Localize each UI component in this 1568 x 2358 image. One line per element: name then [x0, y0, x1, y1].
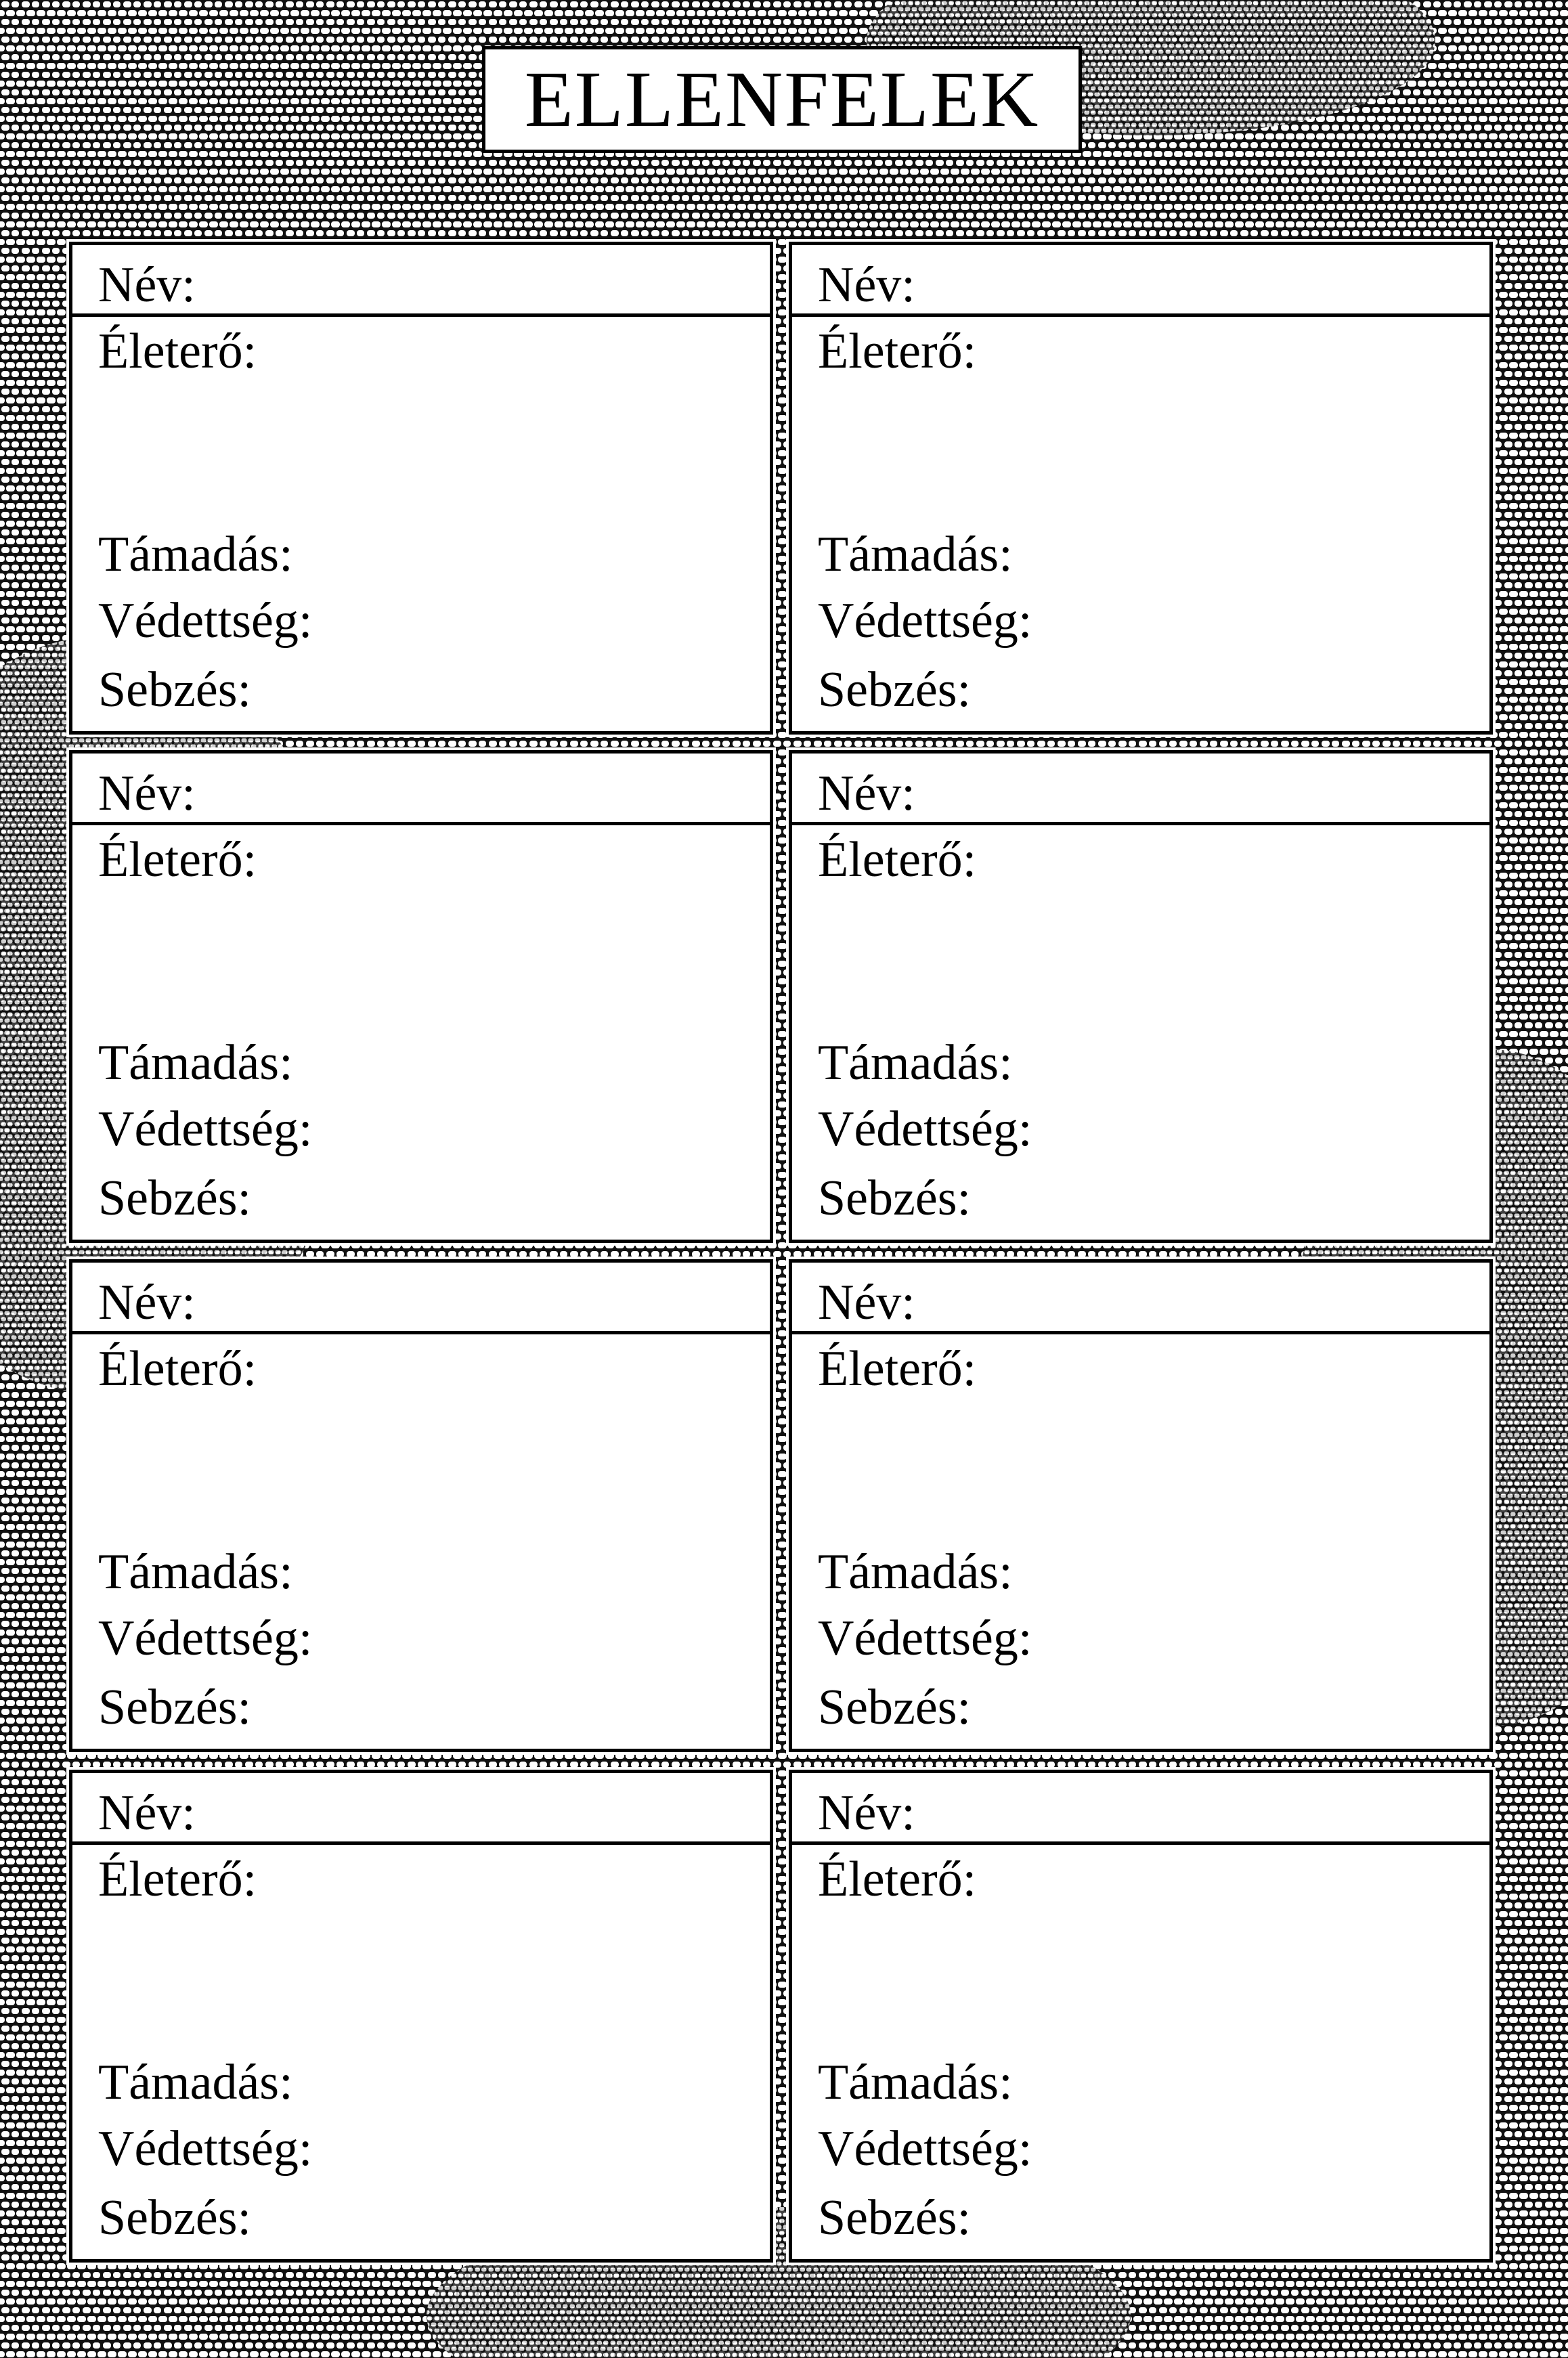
- damage-label: Sebzés:: [98, 662, 252, 718]
- enemy-card-2: [789, 242, 1493, 735]
- enemy-card-6: [789, 1259, 1493, 1752]
- name-label: Név:: [818, 1275, 915, 1330]
- damage-label: Sebzés:: [98, 1171, 252, 1226]
- name-label: Név:: [818, 1785, 915, 1841]
- enemy-card-8: [789, 1770, 1493, 2263]
- defense-label: Védettség:: [98, 1101, 313, 1157]
- enemy-card-1: [69, 242, 773, 735]
- name-label: Név:: [98, 257, 196, 313]
- defense-label: Védettség:: [98, 593, 313, 649]
- damage-label: Sebzés:: [818, 1171, 972, 1226]
- hp-label: Életerő:: [818, 324, 977, 379]
- hp-label: Életerő:: [98, 1341, 257, 1397]
- defense-label: Védettség:: [818, 1611, 1032, 1666]
- hp-label: Életerő:: [98, 832, 257, 888]
- enemy-card-5: [69, 1259, 773, 1752]
- defense-label: Védettség:: [818, 2121, 1032, 2177]
- attack-label: Támadás:: [98, 2055, 293, 2110]
- enemy-card-4: [789, 750, 1493, 1243]
- hp-label: Életerő:: [98, 324, 257, 379]
- damage-label: Sebzés:: [818, 662, 972, 718]
- attack-label: Támadás:: [98, 1544, 293, 1600]
- defense-label: Védettség:: [818, 593, 1032, 649]
- defense-label: Védettség:: [818, 1101, 1032, 1157]
- hp-label: Életerő:: [818, 1341, 977, 1397]
- damage-label: Sebzés:: [98, 1680, 252, 1735]
- attack-label: Támadás:: [818, 1544, 1013, 1600]
- name-label: Név:: [818, 257, 915, 313]
- name-label: Név:: [818, 766, 915, 821]
- hp-label: Életerő:: [98, 1852, 257, 1907]
- attack-label: Támadás:: [98, 1035, 293, 1091]
- damage-label: Sebzés:: [818, 2190, 972, 2246]
- damage-label: Sebzés:: [98, 2190, 252, 2246]
- title-box: [482, 46, 1082, 153]
- defense-label: Védettség:: [98, 2121, 313, 2177]
- defense-label: Védettség:: [98, 1611, 313, 1666]
- attack-label: Támadás:: [98, 527, 293, 582]
- name-label: Név:: [98, 1275, 196, 1330]
- name-label: Név:: [98, 766, 196, 821]
- attack-label: Támadás:: [818, 1035, 1013, 1091]
- page-title: ELLENFELEK: [524, 55, 1040, 144]
- enemy-card-3: [69, 750, 773, 1243]
- damage-label: Sebzés:: [818, 1680, 972, 1735]
- hp-label: Életerő:: [818, 832, 977, 888]
- attack-label: Támadás:: [818, 2055, 1013, 2110]
- name-label: Név:: [98, 1785, 196, 1841]
- enemy-card-7: [69, 1770, 773, 2263]
- hp-label: Életerő:: [818, 1852, 977, 1907]
- attack-label: Támadás:: [818, 527, 1013, 582]
